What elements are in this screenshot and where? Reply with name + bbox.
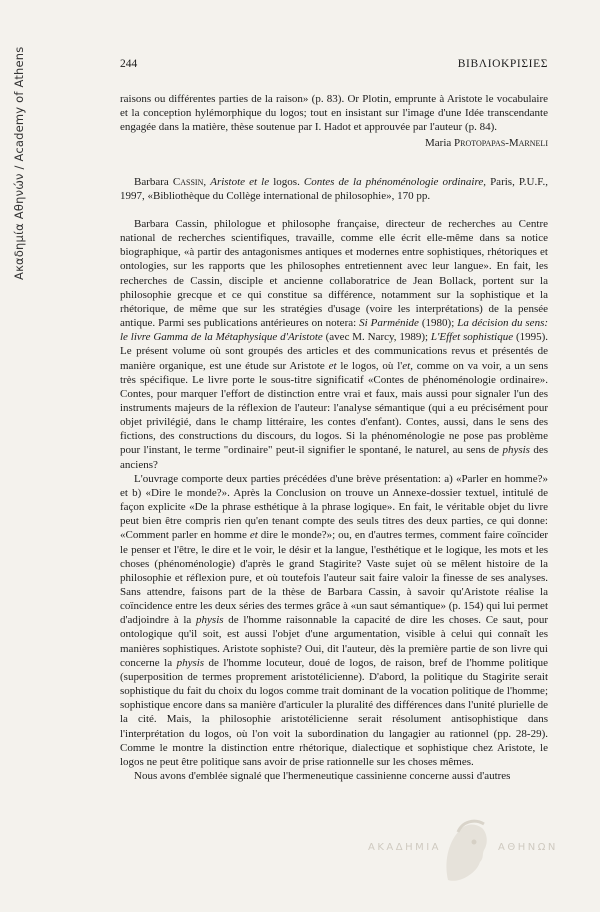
footer-watermark-right-word: ΑΘΗΝΩΝ [498, 842, 558, 853]
p1-italic-2: La décision du sens: le livre Gamma de la Métaphysique d'Aristote [120, 317, 549, 344]
p2-italic-3: physis [176, 656, 205, 669]
page-content [120, 92, 548, 783]
p2-text-a: L'ouvrage comporte deux parties précédées d'une brève présentation: a) «Parler en homme?» et b) «Dire le monde?». Après la Conclusion on trouve un Annexe-dossier textuel, intitulé de façon explicite «De la phrase esthétique à la phrase logique». En fait, le véritable objet du livre peut bien être compris rien qu'en tenant compte des seuls titres des deux parties, ce qui donne: «Comment parler en homme [120, 472, 548, 542]
p1-text-f: , comme on va voir, a un sens très spécifique. Le livre porte le sous-titre significatif «Contes de phénoménologie ordinaire». Contes, pour marquer l'effort de distinction entre vrai et faux, mais aussi pour signaler l'un des instruments majeurs de la réflexion de l'auteur: l'analyse sémantique (qui a eu précisément pour objet privilégié, dans le champ littéraire, les contes d'enfant). Contes, aussi, dans le sens des fictions, des constructions du discours, du logos. Si la phénoménologie ne pose pas problème pour l'instant, le terme "ordinaire" peut-il signifier le spontané, le naturel, au sens de [120, 359, 549, 457]
paragraph-2 [120, 472, 548, 769]
page-header [120, 58, 548, 70]
p1-text-b: (1980); [421, 317, 455, 330]
review-author-last: Cassin [172, 175, 204, 188]
p1-italic-6: physis [502, 444, 530, 457]
p1-text-c: (avec M. Narcy, 1989); [325, 331, 429, 344]
p2-italic-2: physis [196, 614, 224, 627]
p1-text-e: le logos, où l' [340, 359, 403, 372]
paragraph-3: Nous avons d'emblée signalé que l'hermeneutique cassinienne concerne aussi d'autres [134, 770, 511, 783]
previous-review-signature [120, 136, 548, 150]
side-watermark [12, 40, 32, 280]
p2-italic-1: et [249, 529, 258, 542]
signature-last-name: Protopapas-Marneli [454, 137, 548, 150]
p1-italic-4: et [328, 359, 337, 372]
side-watermark-text: Ακαδημία Αθηνών / Academy of Athens [12, 46, 26, 280]
p1-text-d: (1995). Le présent volume où sont groupés des articles et des communications revus et présentés de manière organique, est une étude sur Aristote [120, 331, 549, 372]
p1-text-a: Barbara Cassin, philologue et philosophe française, directeur de recherches au Centre national de recherches scientifiques, travaille, comme elle écrit elle-même dans sa notice biographique, «à partir des antagonismes antiques et modernes entre sophistiques, rhétoriques et ontologies, sur les rapports que les philosophes entretiennent avec leur langue». En fait, les recherches de Cassin, disciple et ancienne collaboratrice de Jean Bollack, portent sur la philosophie grecque et ce qui constitue sa différence, notamment sur la sophistique et la rhétorique, de même que sur les stratégies d'usage (voire les interprétations) de la pensée antique. Parmi ses publications antérieures on notera: [120, 217, 548, 330]
athena-head-watermark-icon [438, 818, 492, 884]
signature-first-name: Maria [425, 137, 452, 150]
p2-text-c: de l'homme raisonnable la capacité de dire les choses. Ce saut, pour ontologique qu'il soit, est aussi l'objet d'une argumentation, visible à celui qui connaît les manières sophistiques. Aristote sophiste? Oui, dit l'auteur, dès la première partie de son livre qui concerne la [120, 614, 549, 669]
review-author-first: Barbara [134, 175, 169, 188]
p2-text-d: de l'homme locuteur, doué de logos, de raison, bref de l'homme politique (superposition de termes proprement aristotélicienne). D'abord, la politique du Stagirite serait sophistique du fait du choix du logos comme trait dominant de la vocation politique de l'homme; sophistique encore dans sa manière d'articuler la pluralité des différences dans l'unité plurielle de la cité. Mais, la philosophie aristotélicienne serait résolument antisophistique dans l'interprétation du logos, où l'on voit la subordination du langagier au rationnel (pp. 28-29). Comme le montre la distinction entre rhétorique, dialectique et sophistique chez Aristote, le logos ne peut être politique sans avoir de prise rationnelle sur les choses mêmes. [120, 656, 549, 768]
previous-review-closing: raisons ou différentes parties de la raison» (p. 83). Or Plotin, emprunte à Aristote le vocabulaire et la conception hylémorphique du logos; tout en insistant sur l'image d'une Idée transcendante engagée dans la matière, thèse soutenue par I. Hadot et approuvée par l'auteur (p. 84). [120, 93, 548, 134]
page-number: 244 [120, 58, 138, 70]
running-head: ΒΙΒΛΙΟΚΡΙΣΙΕΣ [457, 58, 548, 70]
review-title-logos: logos [273, 175, 298, 188]
review-title: Aristote et le [210, 175, 270, 188]
p1-italic-1: Si Parménide [359, 317, 419, 330]
p1-text-g: des anciens? [120, 444, 549, 471]
p2-text-b: dire le monde?»; ou, en d'autres termes, comment faire coïncider le penser et l'être, le dire et le voir, le désir et la langue, l'esthétique et le logique, les mots et les choses (phénoménologie) d'après le grand Stagirite? Vaste sujet où se mêlent histoire de la philosophie et réflexion pure, et où toutefois l'auteur sait faire valoir la finesse de ses analyses. Sans attendre, faisons part de la thèse de Barbara Cassin, à savoir qu'Aristote réalise la coïncidence entre les deux séries des termes grâce à «un saut sémantique» (p. 154) qui lui permet d'adjoindre à la [120, 529, 548, 627]
p1-italic-3: L'Effet sophistique [430, 331, 514, 344]
review-subtitle: Contes de la phénoménologie ordinaire [303, 175, 484, 188]
review-bibliographic-heading: Barbara Cassin, Aristote et le logos. Contes de la phénoménologie ordinaire, Paris, P.U.F., 1997, «Bibliothèque du Collège international de philosophie», 170 pp. [120, 175, 548, 202]
p1-italic-5: et [402, 359, 411, 372]
paragraph-1 [120, 217, 548, 472]
footer-watermark-left-word: ΑΚΑΔΗΜΙΑ [368, 842, 442, 853]
review-publication-details: , Paris, P.U.F., 1997, «Bibliothèque du Collège international de philosophie», 170 pp. [120, 175, 548, 202]
footer-watermark [368, 818, 560, 888]
